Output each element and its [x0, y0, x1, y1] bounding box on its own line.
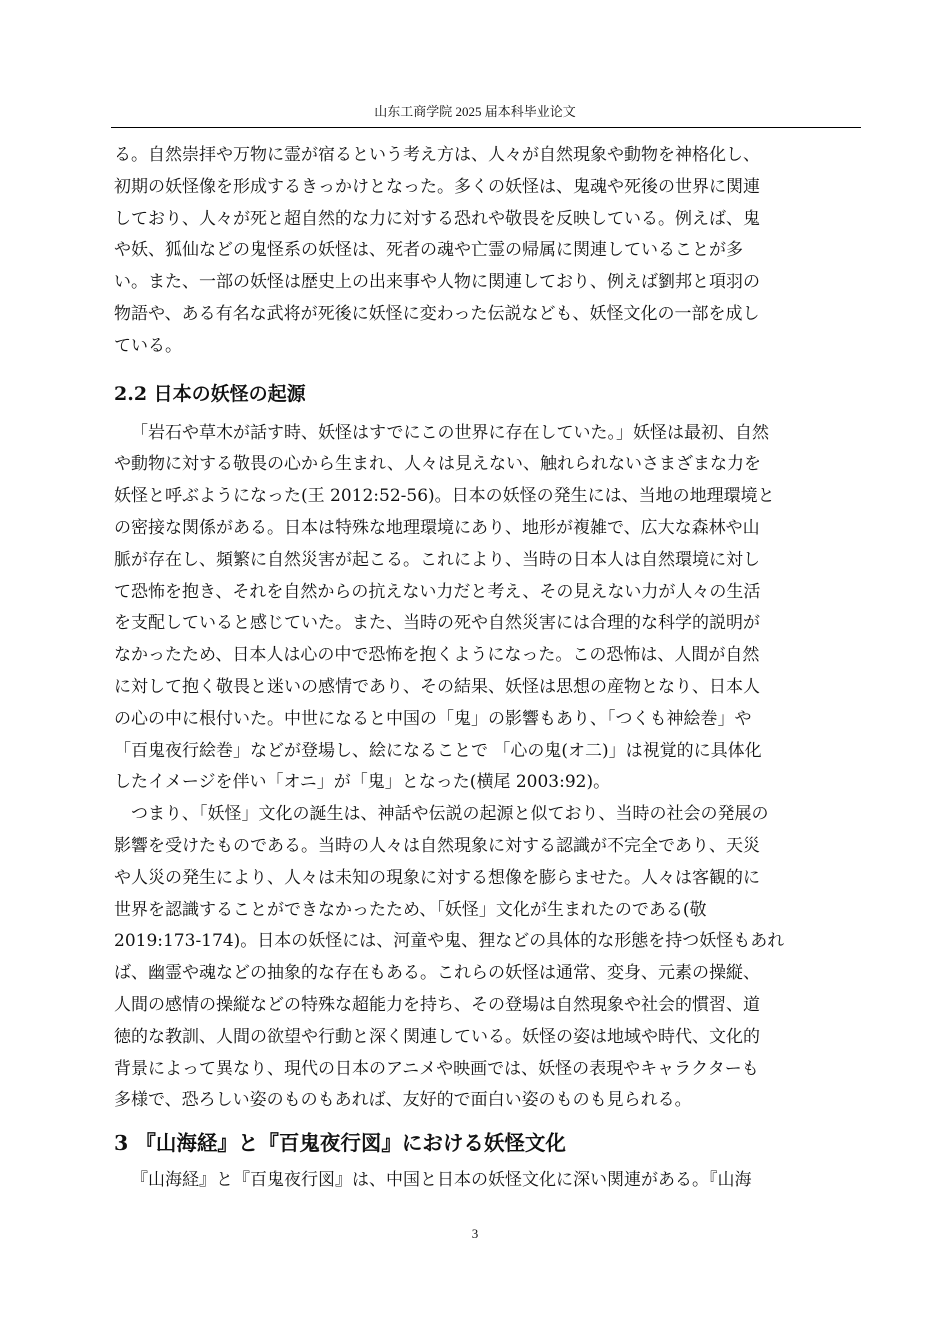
- text-line: しており、人々が死と超自然的な力に対する恐れや敬畏を反映している。例えば、鬼: [114, 208, 760, 229]
- text-line: て恐怖を抱き、それを自然からの抗えない力だと考え、その見えない力が人々の生活: [114, 581, 761, 602]
- text-line: 妖怪と呼ぶようになった(王 2012:52-56)。日本の妖怪の発生には、当地の地理環境と: [114, 486, 775, 507]
- running-header: 山东工商学院 2025 届本科毕业论文: [374, 104, 576, 119]
- text-line: や妖、狐仙などの鬼怪系の妖怪は、死者の魂や亡霊の帰属に関連していることが多: [114, 240, 743, 261]
- paragraph-intro: [114, 140, 862, 363]
- text-line: 物語や、ある有名な武将が死後に妖怪に変わった伝説なども、妖怪文化の一部を成し: [114, 303, 760, 324]
- text-line: 2019:173-174)。日本の妖怪には、河童や鬼、狸などの具体的な形態を持つ妖怪もあれ: [114, 931, 785, 952]
- header-rule: [111, 127, 861, 128]
- text-line: なかったため、日本人は心の中で恐怖を抱くようになった。この恐怖は、人間が自然: [114, 645, 760, 666]
- text-line: 初期の妖怪像を形成するきっかけとなった。多くの妖怪は、鬼魂や死後の世界に関連: [114, 176, 760, 197]
- page-number: 3: [471, 1226, 479, 1241]
- text-line: る。自然崇拝や万物に霊が宿るという考え方は、人々が自然現象や動物を神格化し、: [114, 145, 760, 165]
- section-heading-3: 3 『山海経』と『百鬼夜行図』における妖怪文化: [114, 1131, 566, 1156]
- text-line: したイメージを伴い「オニ」が「鬼」となった(横尾 2003:92)。: [114, 772, 611, 793]
- text-line: ている。: [114, 335, 182, 356]
- document-body: [114, 140, 862, 1197]
- text-line: い。また、一部の妖怪は歴史上の出来事や人物に関連しており、例えば劉邦と項羽の: [114, 272, 760, 293]
- text-line: の心の中に根付いた。中世になると中国の「鬼」の影響もあり、「つくも神絵巻」や: [114, 708, 752, 729]
- text-line: 徳的な教訓、人間の欲望や行動と深く関連している。妖怪の姿は地域や時代、文化的: [114, 1026, 760, 1047]
- text-line: を支配していると感じていた。また、当時の死や自然災害には合理的な科学的説明が: [114, 613, 760, 634]
- text-line: 世界を認識することができなかったため、「妖怪」文化が生まれたのである(敬: [114, 899, 707, 920]
- text-line: ば、幽霊や魂などの抽象的な存在もある。これらの妖怪は通常、変身、元素の操縦、: [114, 963, 760, 984]
- paragraph-origin: [114, 418, 862, 800]
- text-line: 背景によって異なり、現代の日本のアニメや映画では、妖怪の表現やキャラクターも: [114, 1058, 759, 1079]
- paragraph-summary: [114, 799, 862, 1117]
- text-line: つまり、「妖怪」文化の誕生は、神話や伝説の起源と似ており、当時の社会の発展の: [131, 804, 769, 825]
- text-line: の密接な関係がある。日本は特殊な地理環境にあり、地形が複雑で、広大な森林や山: [114, 517, 760, 538]
- text-line: 「岩石や草木が話す時、妖怪はすでにこの世界に存在していた。」妖怪は最初、自然: [131, 422, 770, 443]
- text-line: 脈が存在し、頻繁に自然災害が起こる。これにより、当時の日本人は自然環境に対し: [114, 549, 760, 570]
- paragraph-section-3: [114, 1165, 862, 1197]
- text-line: 『山海経』と『百鬼夜行図』は、中国と日本の妖怪文化に深い関連がある。『山海: [131, 1170, 752, 1191]
- text-line: に対して抱く敬畏と迷いの感情であり、その結果、妖怪は思想の産物となり、日本人: [114, 676, 760, 697]
- text-line: 多様で、恐ろしい姿のものもあれば、友好的で面白い姿のものも見られる。: [114, 1090, 692, 1111]
- text-line: 「百鬼夜行絵巻」などが登場し、絵になることで 「心の鬼(オ二)」は視覚的に具体化: [114, 740, 762, 761]
- text-line: や動物に対する敬畏の心から生まれ、人々は見えない、触れられないさまざまな力を: [114, 454, 762, 475]
- section-heading-2-2: 2.2 日本の妖怪の起源: [114, 382, 306, 405]
- text-line: 人間の感情の操縦などの特殊な超能力を持ち、その登場は自然現象や社会的慣習、道: [114, 994, 760, 1015]
- text-line: 影響を受けたものである。当時の人々は自然現象に対する認識が不完全であり、天災: [114, 835, 760, 856]
- text-line: や人災の発生により、人々は未知の現象に対する想像を膨らませた。人々は客観的に: [114, 867, 760, 888]
